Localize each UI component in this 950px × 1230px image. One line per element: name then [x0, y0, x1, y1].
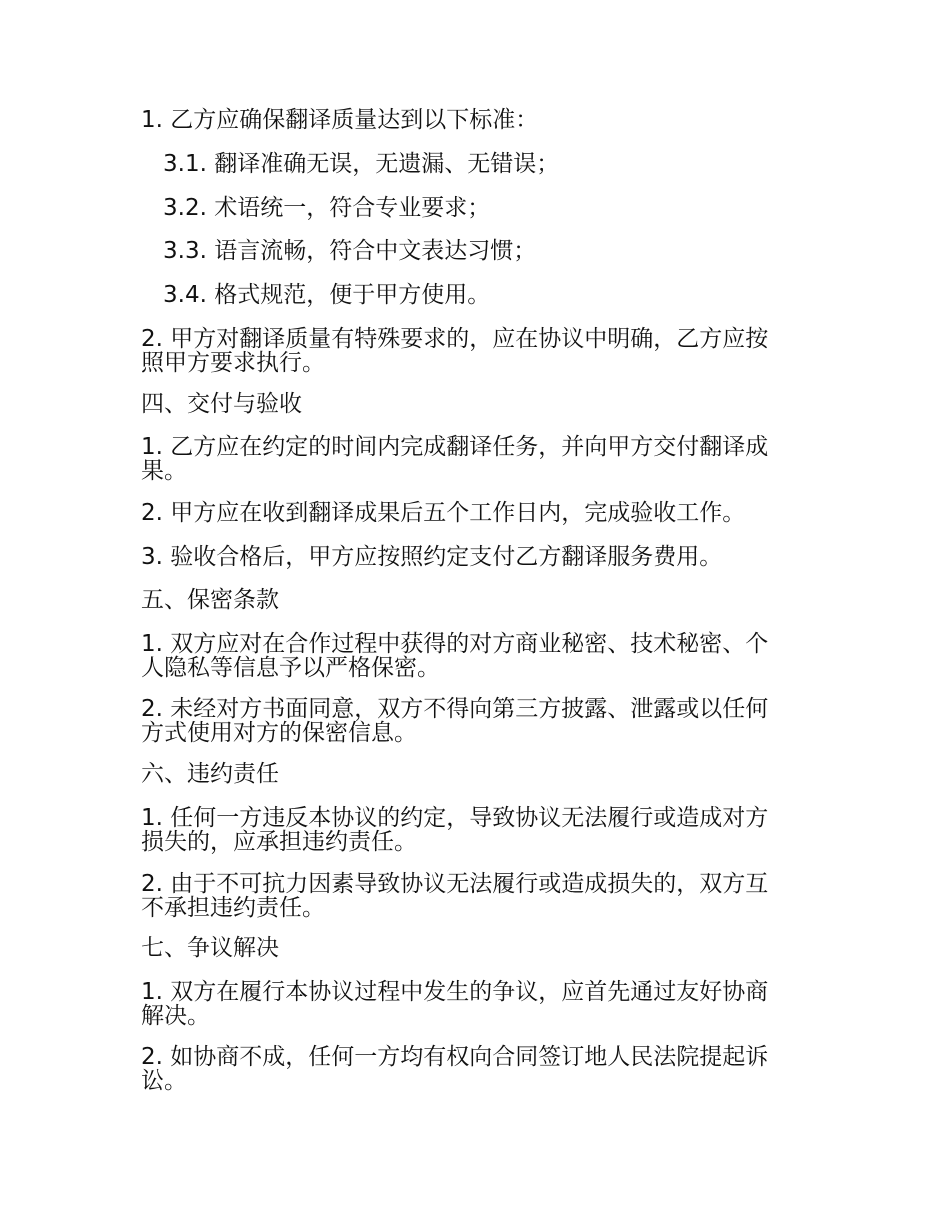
- dispute-clause-2: 2. 如协商不成，任何一方均有权向合同签订地人民法院提起诉讼。: [141, 1044, 769, 1094]
- standard-item-format: 3.4. 格式规范，便于甲方使用。: [163, 282, 491, 308]
- liability-clause-1: 1. 任何一方违反本协议的约定，导致协议无法履行或造成对方损失的，应承担违约责任。: [141, 805, 769, 855]
- delivery-clause-1: 1. 乙方应在约定的时间内完成翻译任务，并向甲方交付翻译成果。: [141, 434, 769, 484]
- confidentiality-clause-1: 1. 双方应对在合作过程中获得的对方商业秘密、技术秘密、个人隐私等信息予以严格保密。: [141, 631, 769, 681]
- section-heading-liability: 六、违约责任: [141, 761, 279, 787]
- dispute-clause-1: 1. 双方在履行本协议过程中发生的争议，应首先通过友好协商解决。: [141, 979, 769, 1029]
- delivery-clause-2: 2. 甲方应在收到翻译成果后五个工作日内，完成验收工作。: [141, 500, 746, 526]
- confidentiality-clause-2: 2. 未经对方书面同意，双方不得向第三方披露、泄露或以任何方式使用对方的保密信息。: [141, 696, 769, 746]
- standard-item-fluency: 3.3. 语言流畅，符合中文表达习惯；: [163, 238, 537, 264]
- standard-item-accuracy: 3.1. 翻译准确无误，无遗漏、无错误；: [163, 151, 560, 177]
- delivery-clause-3: 3. 验收合格后，甲方应按照约定支付乙方翻译服务费用。: [141, 544, 723, 570]
- section-heading-dispute: 七、争议解决: [141, 935, 279, 961]
- quality-standard-intro: 1. 乙方应确保翻译质量达到以下标准：: [141, 107, 539, 133]
- section-heading-delivery: 四、交付与验收: [141, 391, 302, 417]
- standard-item-terminology: 3.2. 术语统一，符合专业要求；: [163, 195, 491, 221]
- section-heading-confidentiality: 五、保密条款: [141, 587, 279, 613]
- liability-clause-2: 2. 由于不可抗力因素导致协议无法履行或造成损失的，双方互不承担违约责任。: [141, 871, 769, 921]
- quality-special-requirements: 2. 甲方对翻译质量有特殊要求的，应在协议中明确，乙方应按照甲方要求执行。: [141, 326, 769, 376]
